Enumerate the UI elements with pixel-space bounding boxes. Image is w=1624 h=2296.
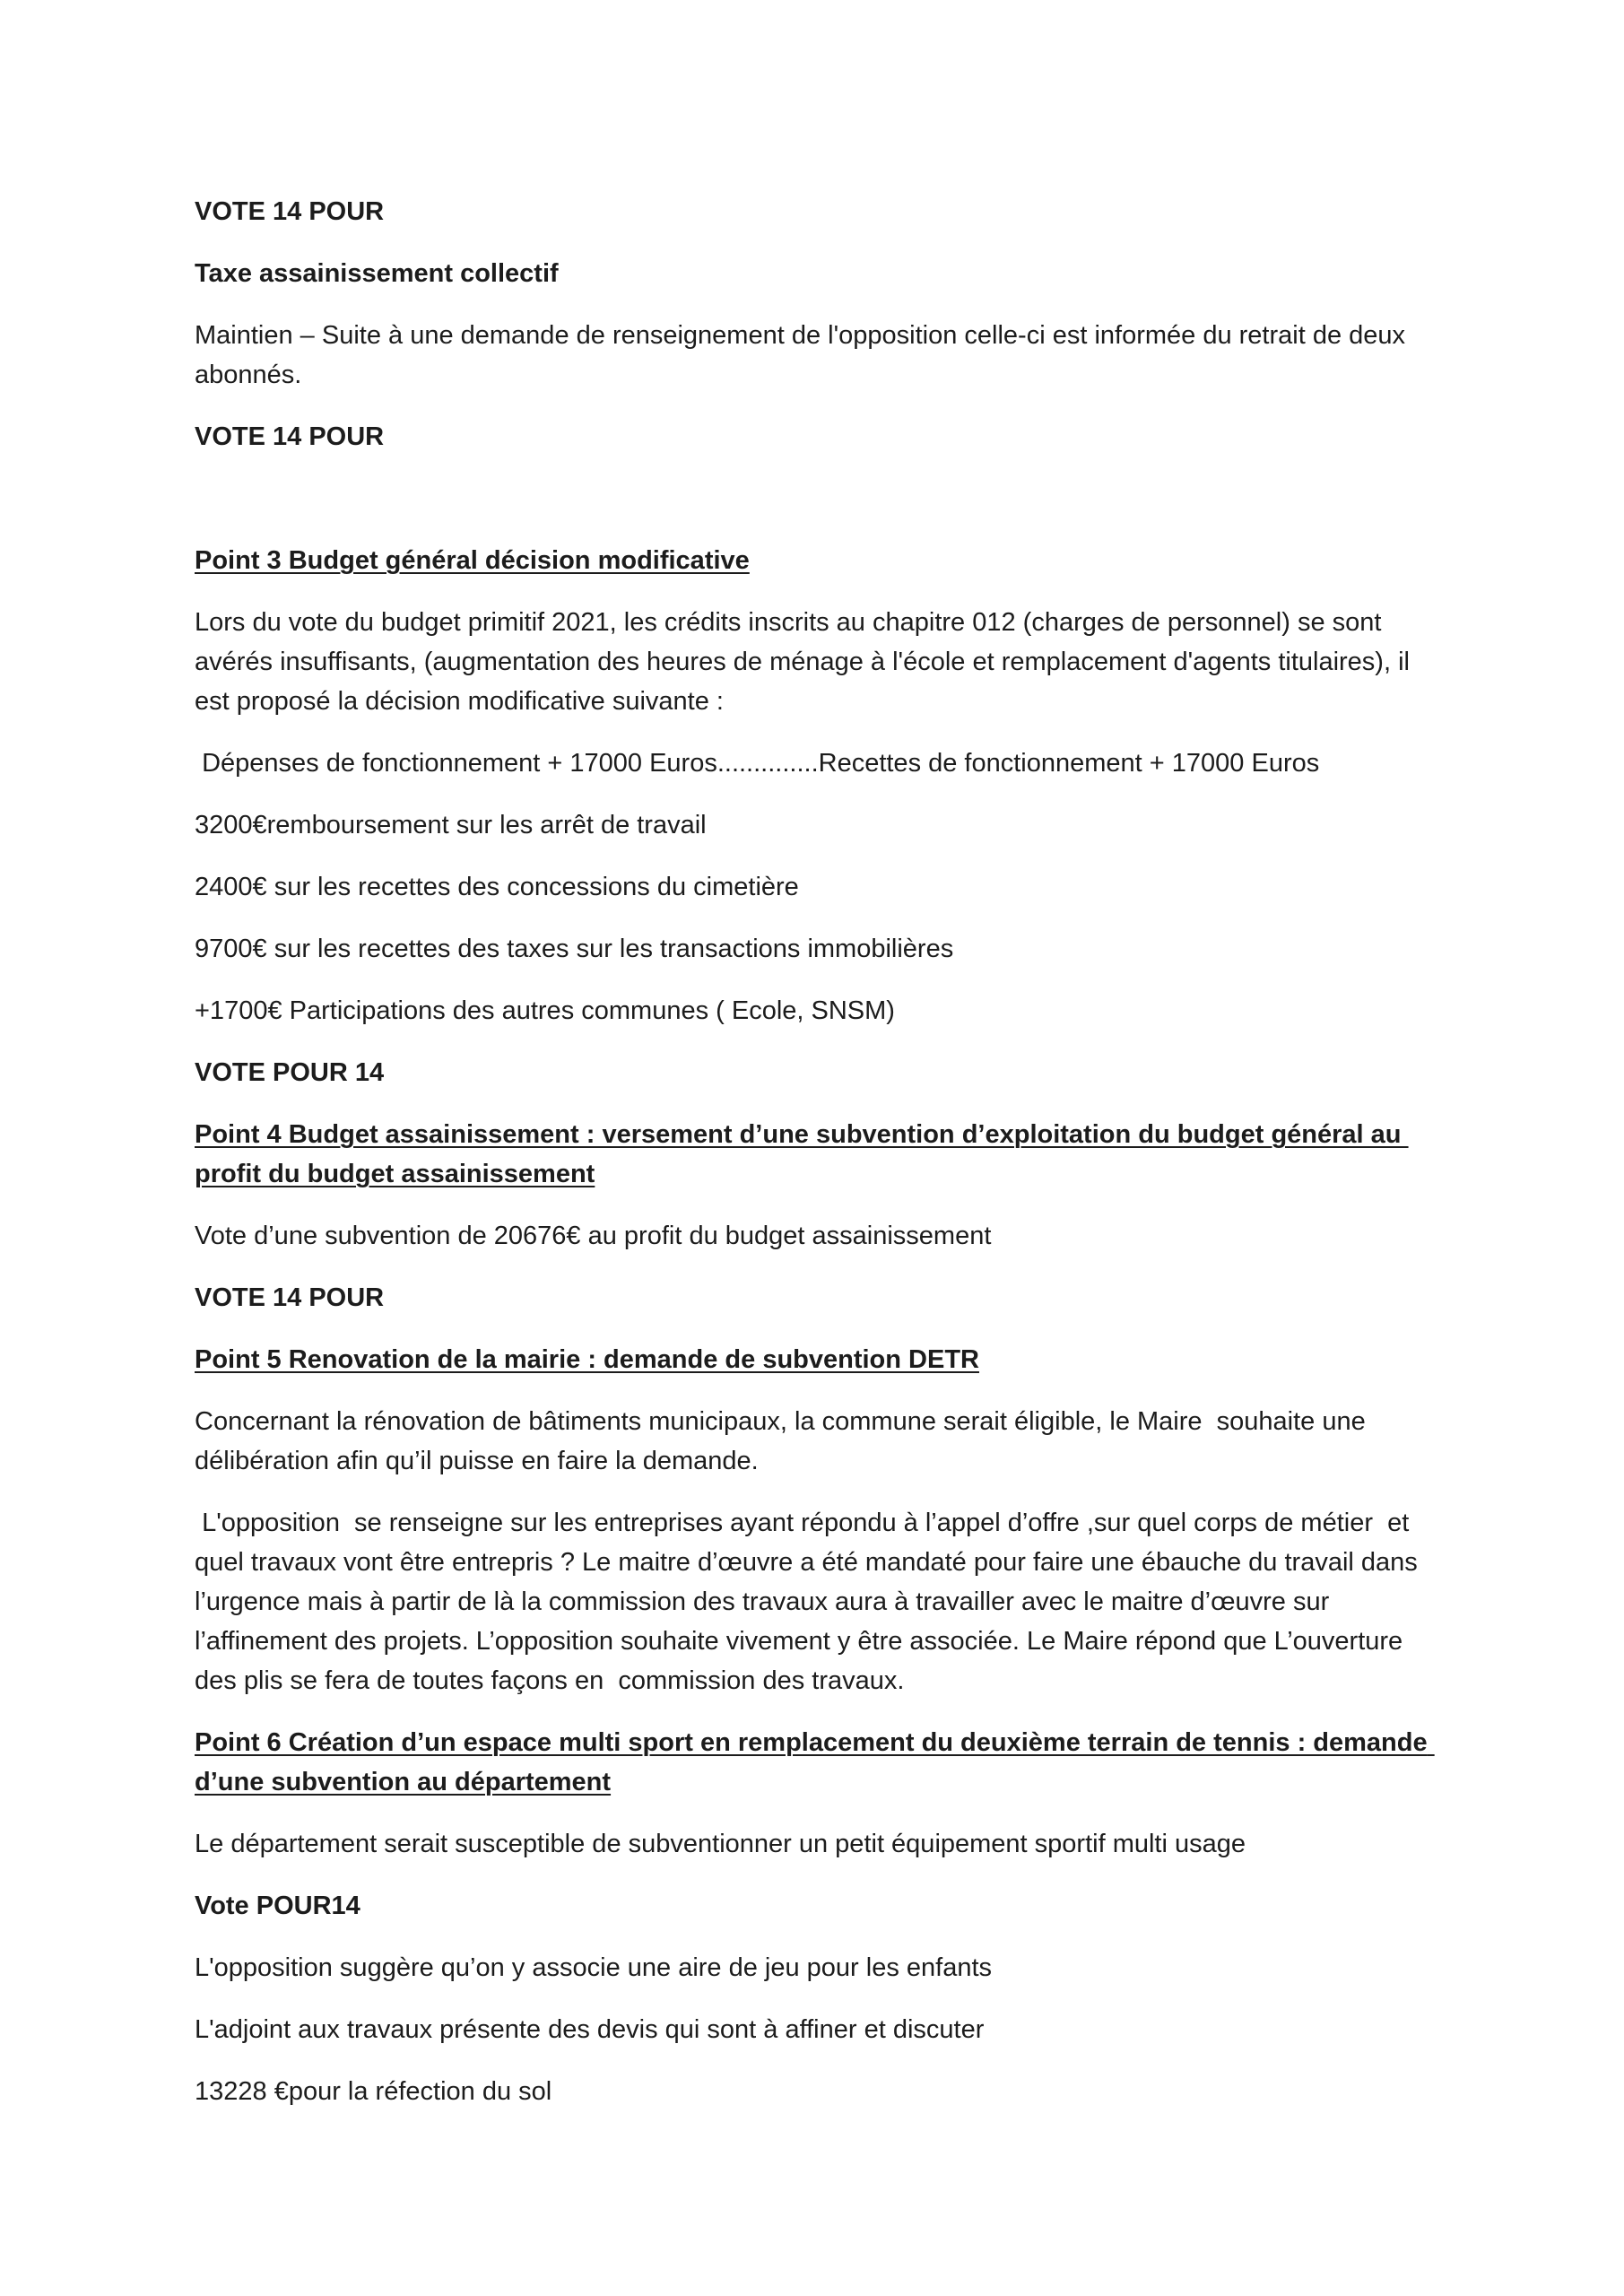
- budget-line: +1700€ Participations des autres communes ( Ecole, SNSM): [195, 996, 895, 1025]
- section-title-taxe: Taxe assainissement collectif: [195, 259, 559, 288]
- paragraph-point-6: Le département serait susceptible de subventionner un petit équipement sportif multi usage: [195, 1830, 1246, 1858]
- paragraph-point-5: Concernant la rénovation de bâtiments municipaux, la commune serait éligible, le Maire souhaite une délibération afin qu’il puisse en faire la demande.: [195, 1407, 1373, 1475]
- paragraph-point-4: Vote d’une subvention de 20676€ au profit du budget assainissement: [195, 1222, 992, 1250]
- budget-line: Dépenses de fonctionnement + 17000 Euros..............Recettes de fonctionnement + 17000 Euros: [195, 749, 1320, 778]
- paragraph-point-5-opposition: L'opposition se renseigne sur les entreprises ayant répondu à l’appel d’offre ,sur quel corps de métier et quel travaux vont être entrepris ? Le maitre d’œuvre a été mandaté pour faire une ébauche du travail dans l’urgence mais à partir de là la commission des travaux aura à travailler avec le maitre d’œuvre sur l’affinement des projets. L’opposition souhaite vivement y être associée. Le Maire répond que L’ouverture des plis se fera de toutes façons en commission des travaux.: [195, 1509, 1425, 1695]
- vote-result: VOTE 14 POUR: [195, 1283, 385, 1312]
- section-heading-point-4: Point 4 Budget assainissement : versement d’une subvention d’exploitation du budget général au profit du budget assainissement: [195, 1120, 1409, 1188]
- paragraph-line: L'opposition suggère qu’on y associe une aire de jeu pour les enfants: [195, 1953, 993, 1982]
- paragraph-line: L'adjoint aux travaux présente des devis qui sont à affiner et discuter: [195, 2015, 985, 2044]
- paragraph-taxe: Maintien – Suite à une demande de renseignement de l'opposition celle-ci est informée du retrait de deux abonnés.: [195, 321, 1413, 389]
- budget-line: 9700€ sur les recettes des taxes sur les transactions immobilières: [195, 935, 954, 963]
- paragraph-point-3: Lors du vote du budget primitif 2021, les crédits inscrits au chapitre 012 (charges de personnel) se sont avérés insuffisants, (augmentation des heures de ménage à l'école et remplacement d'agents titulaires), il est proposé la décision modificative suivante :: [195, 608, 1418, 716]
- vote-result: VOTE 14 POUR: [195, 422, 385, 451]
- budget-line: 3200€remboursement sur les arrêt de travail: [195, 811, 707, 839]
- spacer: [195, 479, 1450, 541]
- vote-result: VOTE 14 POUR: [195, 197, 385, 226]
- budget-line: 2400€ sur les recettes des concessions du cimetière: [195, 873, 799, 901]
- paragraph-line: 13228 €pour la réfection du sol: [195, 2077, 552, 2106]
- vote-result: VOTE POUR 14: [195, 1058, 385, 1087]
- section-heading-point-6: Point 6 Création d’un espace multi sport en remplacement du deuxième terrain de tennis : demande d’une subvention au département: [195, 1728, 1435, 1796]
- document-page: [195, 192, 1450, 2134]
- vote-result: Vote POUR14: [195, 1892, 360, 1920]
- section-heading-point-5: Point 5 Renovation de la mairie : demande de subvention DETR: [195, 1345, 979, 1374]
- section-heading-point-3: Point 3 Budget général décision modificative: [195, 546, 750, 575]
